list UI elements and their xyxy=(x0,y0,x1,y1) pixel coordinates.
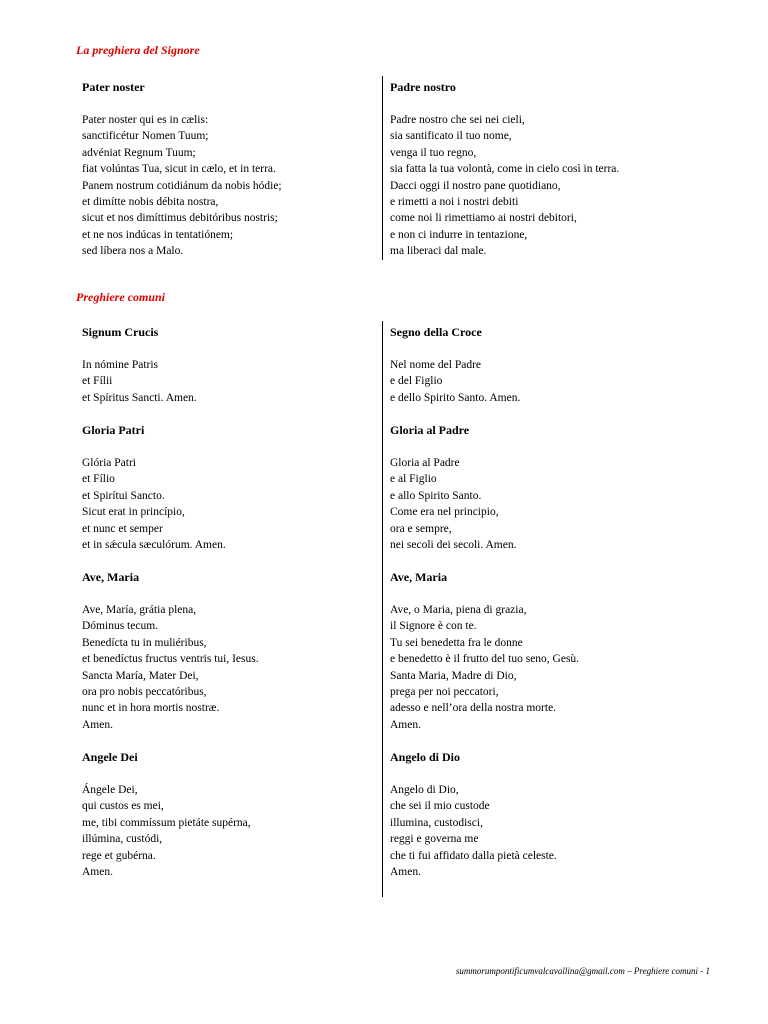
prayer-line: e al Figlio xyxy=(390,473,437,486)
prayer-line: Ángele Dei, xyxy=(82,784,138,796)
prayer-heading: Ave, Maria xyxy=(390,570,448,584)
prayer-heading: Ave, Maria xyxy=(82,570,140,584)
prayer-line: sia fatta la tua volontà, come in cielo così in terra. xyxy=(390,163,620,176)
prayer-table xyxy=(76,321,696,897)
prayer-line: ora e sempre, xyxy=(390,522,452,535)
prayer-line: et in sǽcula sæculórum. Amen. xyxy=(82,539,226,552)
prayer-line: prega per noi peccatori, xyxy=(390,686,499,699)
prayer-heading: Padre nostro xyxy=(390,80,456,94)
prayer-text xyxy=(82,782,382,880)
prayer-text xyxy=(390,357,688,406)
prayer-line: il Signore è con te. xyxy=(390,620,477,633)
prayer-text xyxy=(390,782,688,880)
prayer-line: et Fílio xyxy=(82,473,115,486)
prayer-row xyxy=(76,566,688,733)
prayer-line: Gloria al Padre xyxy=(390,457,460,469)
prayer-line: ora pro nobis peccatóribus, xyxy=(82,686,207,699)
prayer-heading: Gloria Patri xyxy=(82,423,145,437)
prayer-line: Amen. xyxy=(82,866,113,879)
prayer-line: e del Figlio xyxy=(390,375,443,388)
prayer-line: Ave, o Maria, piena di grazia, xyxy=(390,604,527,616)
italian-column xyxy=(382,419,688,553)
latin-column xyxy=(76,419,382,553)
prayer-heading: Angele Dei xyxy=(82,750,138,764)
prayer-line: fiat volúntas Tua, sicut in cælo, et in terra. xyxy=(82,163,276,176)
page-footer: summorumpontificumvalcavallina@gmail.com – Preghiere comuni - 1 xyxy=(455,966,710,976)
prayer-line: Angelo di Dio, xyxy=(390,784,459,796)
latin-column xyxy=(76,746,382,880)
latin-column xyxy=(76,321,382,406)
prayer-text xyxy=(82,455,382,553)
prayer-line: Benedícta tu in muliéribus, xyxy=(82,636,207,649)
prayer-line: advéniat Regnum Tuum; xyxy=(82,146,196,159)
prayer-line: Sicut erat in princípio, xyxy=(82,506,185,519)
prayer-line: che sei il mio custode xyxy=(390,800,490,813)
section-title: Preghiere comuni xyxy=(76,290,165,304)
prayer-line: Tu sei benedetta fra le donne xyxy=(390,636,523,649)
prayer-heading: Angelo di Dio xyxy=(390,750,461,764)
prayer-line: Come era nel principio, xyxy=(390,506,499,519)
prayer-line: me, tibi commíssum pietáte supérna, xyxy=(82,816,251,829)
prayer-line: Padre nostro che sei nei cieli, xyxy=(390,114,525,126)
prayer-text xyxy=(82,357,382,406)
prayer-row xyxy=(76,76,696,260)
italian-column xyxy=(382,566,688,733)
italian-column xyxy=(382,321,688,406)
prayer-row xyxy=(76,746,688,880)
latin-column xyxy=(76,76,382,260)
prayer-text xyxy=(82,112,382,260)
prayer-line: Glória Patri xyxy=(82,457,136,469)
prayer-heading: Pater noster xyxy=(82,80,145,94)
prayer-heading: Segno della Croce xyxy=(390,325,482,339)
prayer-line: Ave, María, grátia plena, xyxy=(82,604,197,616)
prayer-line: Amen. xyxy=(390,718,421,731)
prayer-line: nei secoli dei secoli. Amen. xyxy=(390,539,517,552)
prayer-line: sicut et nos dimíttimus debitóribus nostris; xyxy=(82,212,278,225)
prayer-text xyxy=(82,602,382,733)
prayer-row xyxy=(76,321,688,406)
prayer-row xyxy=(76,419,688,553)
prayer-line: che ti fui affidato dalla pietà celeste. xyxy=(390,849,557,862)
prayer-line: ma liberaci dal male. xyxy=(390,245,487,258)
prayer-line: e dello Spirito Santo. Amen. xyxy=(390,391,521,404)
prayer-line: et benedíctus fructus ventris tui, Iesus. xyxy=(82,653,259,666)
prayer-line: Amen. xyxy=(82,718,113,731)
prayer-line: reggi e governa me xyxy=(390,833,479,846)
prayer-line: Panem nostrum cotidiánum da nobis hódie; xyxy=(82,179,282,192)
prayer-heading: Signum Crucis xyxy=(82,325,159,339)
prayer-line: come noi li rimettiamo ai nostri debitori, xyxy=(390,212,577,225)
section-title: La preghiera del Signore xyxy=(76,43,200,57)
prayer-line: Nel nome del Padre xyxy=(390,359,482,371)
prayer-line: sanctificétur Nomen Tuum; xyxy=(82,130,209,143)
prayer-line: adesso e nell’ora della nostra morte. xyxy=(390,702,557,715)
prayer-line: qui custos es mei, xyxy=(82,800,164,813)
prayer-line: Amen. xyxy=(390,866,421,879)
prayer-line: sia santificato il tuo nome, xyxy=(390,130,512,143)
prayer-line: Dóminus tecum. xyxy=(82,620,159,633)
prayer-line: Santa Maria, Madre di Dio, xyxy=(390,669,517,682)
prayer-table xyxy=(76,76,696,260)
prayer-text xyxy=(390,602,688,733)
prayer-line: rege et gubérna. xyxy=(82,849,156,862)
italian-column xyxy=(382,76,688,260)
prayer-line: nunc et in hora mortis nostræ. xyxy=(82,702,220,715)
latin-column xyxy=(76,566,382,733)
prayer-line: In nómine Patris xyxy=(82,359,159,371)
prayer-line: Sancta María, Mater Dei, xyxy=(82,669,199,682)
prayer-line: e benedetto è il frutto del tuo seno, Gesù. xyxy=(390,653,580,666)
prayer-line: Pater noster qui es in cælis: xyxy=(82,114,209,126)
prayer-line: sed líbera nos a Malo. xyxy=(82,245,184,258)
prayer-heading: Gloria al Padre xyxy=(390,423,470,437)
prayer-line: et nunc et semper xyxy=(82,522,163,535)
prayer-line: et Spíritus Sancti. Amen. xyxy=(82,391,197,404)
prayer-line: e rimetti a noi i nostri debiti xyxy=(390,196,519,209)
prayer-line: illumina, custodisci, xyxy=(390,816,483,829)
prayer-line: et Spirítui Sancto. xyxy=(82,489,165,502)
prayer-line: venga il tuo regno, xyxy=(390,146,477,159)
prayer-line: et Fílii xyxy=(82,375,113,388)
prayer-line: et dimítte nobis débita nostra, xyxy=(82,196,219,209)
prayer-line: illúmina, custódi, xyxy=(82,833,163,846)
prayer-line: et ne nos indúcas in tentatiónem; xyxy=(82,228,234,241)
prayer-line: e allo Spirito Santo. xyxy=(390,489,482,502)
prayer-line: Dacci oggi il nostro pane quotidiano, xyxy=(390,179,561,192)
italian-column xyxy=(382,746,688,880)
prayer-line: e non ci indurre in tentazione, xyxy=(390,228,528,241)
prayer-text xyxy=(390,112,688,260)
prayer-text xyxy=(390,455,688,553)
